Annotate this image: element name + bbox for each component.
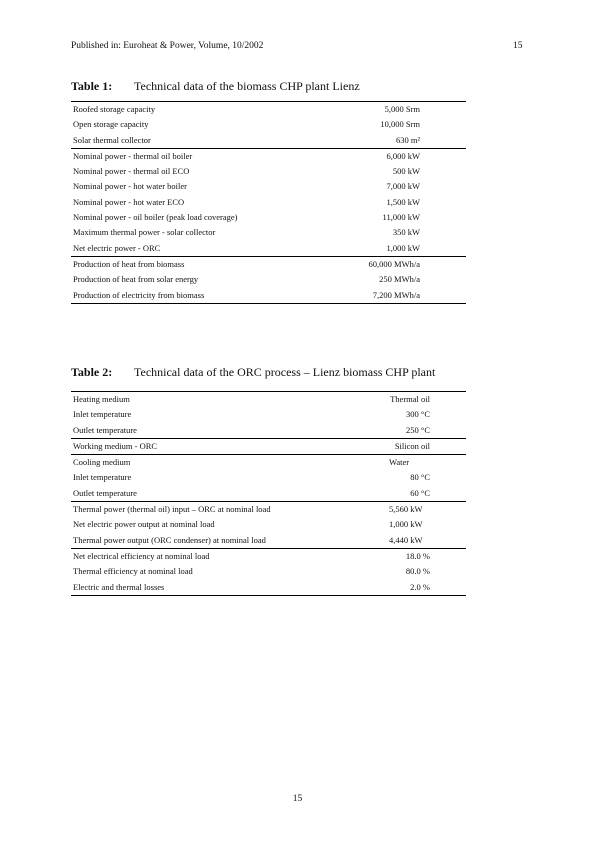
table-row xyxy=(71,117,466,132)
table1 xyxy=(71,101,466,304)
row-label: Production of heat from biomass xyxy=(73,258,185,269)
row-value: 7,200 MWh/a xyxy=(372,289,420,300)
table-row xyxy=(71,517,466,532)
row-label: Inlet temperature xyxy=(73,472,132,483)
row-value: 11,000 kW xyxy=(382,212,420,223)
row-label: Nominal power - hot water ECO xyxy=(73,196,185,207)
row-value: 5,000 Srm xyxy=(384,104,420,114)
row-label: Heating medium xyxy=(73,394,130,404)
row-label: Roofed storage capacity xyxy=(73,104,156,114)
row-value: 10,000 Srm xyxy=(380,119,420,130)
row-value: 80.0 % xyxy=(405,566,430,577)
row-label: Production of electricity from biomass xyxy=(73,289,205,300)
table-row-group xyxy=(71,549,466,596)
table-row-group xyxy=(71,391,466,439)
row-value: 250 MWh/a xyxy=(379,274,420,285)
footer-page-number: 15 xyxy=(292,794,303,804)
row-value: 7,000 kW xyxy=(386,181,420,192)
row-label: Inlet temperature xyxy=(73,409,132,420)
table-row xyxy=(71,564,466,579)
table-row xyxy=(71,225,466,240)
row-value: 1,500 kW xyxy=(386,196,420,207)
row-value: 1,000 kW xyxy=(386,242,420,253)
row-value: 60,000 MWh/a xyxy=(368,258,420,269)
row-value: 80 °C xyxy=(410,472,430,483)
header-page-number: 15 xyxy=(513,41,523,51)
table-row xyxy=(71,486,466,501)
table-row xyxy=(71,179,466,194)
row-label: Thermal power (thermal oil) input – ORC at nominal load xyxy=(73,504,271,515)
table-row-group xyxy=(71,101,466,149)
row-label: Thermal efficiency at nominal load xyxy=(73,566,193,577)
row-label: Cooling medium xyxy=(73,457,131,468)
running-header: Published in: Euroheat & Power, Volume, 10/2002 xyxy=(71,41,264,51)
table-row xyxy=(71,439,466,454)
table-row xyxy=(71,470,466,485)
row-label: Production of heat from solar energy xyxy=(73,274,199,285)
table-row xyxy=(71,133,466,148)
table-row xyxy=(71,423,466,438)
table-row xyxy=(71,102,466,117)
row-value: 350 kW xyxy=(392,227,420,238)
row-label: Outlet temperature xyxy=(73,424,137,435)
row-value: Thermal oil xyxy=(390,394,430,404)
table2 xyxy=(71,391,466,596)
table-row xyxy=(71,288,466,303)
row-value: 1,000 kW xyxy=(389,519,423,530)
table2-caption xyxy=(71,365,435,380)
table1-label: Table 1: xyxy=(71,79,113,93)
row-label: Maximum thermal power - solar collector xyxy=(73,227,216,238)
table-row xyxy=(71,533,466,548)
table-row xyxy=(71,164,466,179)
row-label: Nominal power - hot water boiler xyxy=(73,181,188,192)
row-label: Net electric power - ORC xyxy=(73,242,161,253)
table-row xyxy=(71,257,466,272)
row-label: Working medium - ORC xyxy=(73,440,158,451)
table-row xyxy=(71,210,466,225)
table-row xyxy=(71,195,466,210)
row-label: Thermal power output (ORC condenser) at nominal load xyxy=(73,534,266,545)
row-value: 18.0 % xyxy=(405,550,430,561)
table2-label: Table 2: xyxy=(71,365,113,379)
table-row xyxy=(71,549,466,564)
row-value: 5,560 kW xyxy=(389,504,423,515)
row-value: 500 kW xyxy=(392,166,420,177)
row-label: Net electrical efficiency at nominal load xyxy=(73,550,210,561)
row-label: Net electric power output at nominal load xyxy=(73,519,215,530)
row-value: 250 °C xyxy=(406,424,430,435)
row-value: 2.0 % xyxy=(410,581,430,592)
table-row-group xyxy=(71,502,466,549)
row-label: Solar thermal collector xyxy=(73,134,151,145)
row-label: Open storage capacity xyxy=(73,119,149,130)
row-value: Water xyxy=(389,457,410,468)
row-value: 6,000 kW xyxy=(386,150,420,161)
table-row-group xyxy=(71,439,466,455)
row-value: 300 °C xyxy=(406,409,430,420)
table1-title: Technical data of the biomass CHP plant Lienz xyxy=(134,79,360,93)
table-row-group xyxy=(71,257,466,304)
table-row xyxy=(71,407,466,422)
table-row-group xyxy=(71,149,466,257)
table-row xyxy=(71,149,466,164)
table1-caption xyxy=(71,79,360,94)
row-label: Nominal power - thermal oil boiler xyxy=(73,150,193,161)
table-row xyxy=(71,392,466,407)
row-label: Outlet temperature xyxy=(73,487,137,498)
table-row xyxy=(71,580,466,595)
table2-title: Technical data of the ORC process – Lienz biomass CHP plant xyxy=(134,365,436,379)
table-row xyxy=(71,272,466,287)
row-value: 4,440 kW xyxy=(389,534,423,545)
table-row xyxy=(71,455,466,470)
table-row-group xyxy=(71,455,466,502)
row-label: Nominal power - oil boiler (peak load coverage) xyxy=(73,212,238,223)
row-value: 630 m² xyxy=(395,134,420,145)
row-value: Silicon oil xyxy=(394,440,430,451)
table-row xyxy=(71,502,466,517)
row-label: Electric and thermal losses xyxy=(73,581,165,592)
row-value: 60 °C xyxy=(410,487,430,498)
table-row xyxy=(71,241,466,256)
row-label: Nominal power - thermal oil ECO xyxy=(73,166,190,177)
